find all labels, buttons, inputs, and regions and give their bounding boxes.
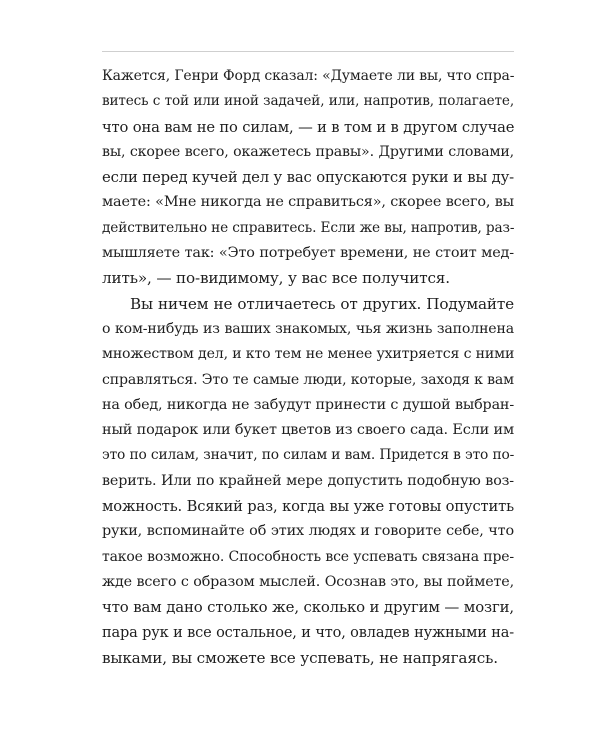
- text-line: лить», — по-видимому, у вас все получится.: [102, 269, 450, 288]
- text-line: пара рук и все остальное, и что, овладев нужными на-: [102, 624, 514, 641]
- text-line: Вы ничем не отличаетесь от других. Подумайте: [130, 294, 514, 313]
- text-line: руки, вспоминайте об этих людях и говорите себе, что: [102, 523, 514, 540]
- text-line: Кажется, Генри Форд сказал: «Думаете ли вы, что спра-: [102, 68, 515, 84]
- paragraph-1: [102, 64, 514, 292]
- text-line: жде всего с образом мыслей. Осознав это, вы поймете,: [102, 573, 514, 590]
- text-line: это по силам, значит, по силам и вам. Придется в это по-: [102, 447, 515, 464]
- text-line: витесь с той или иной задачей, или, напротив, полагаете,: [102, 93, 514, 110]
- text-line: мышляете так: «Это потребует времени, не стоит мед-: [102, 245, 514, 262]
- text-line: множеством дел, и кто тем не менее ухитряется с ними: [102, 346, 515, 363]
- text-line: такое возможно. Способность все успевать связана пре-: [102, 548, 514, 565]
- text-line: выками, вы сможете все успевать, не напрягаясь.: [102, 648, 498, 667]
- text-line: верить. Или по крайней мере допустить подобную воз-: [102, 472, 514, 489]
- text-line: на обед, никогда не забудут принести с душой выбран-: [102, 396, 514, 413]
- text-line: маете: «Мне никогда не справиться», скорее всего, вы: [102, 194, 514, 211]
- text-line: о ком-нибудь из ваших знакомых, чья жизнь заполнена: [102, 320, 514, 337]
- text-line: что вам дано столько же, сколько и другим — мозги,: [102, 598, 514, 617]
- text-line: вы, скорее всего, окажетесь правы». Другими словами,: [102, 143, 514, 160]
- text-line: можность. Всякий раз, когда вы уже готовы опустить: [102, 498, 514, 516]
- text-line: если перед кучей дел у вас опускаются руки и вы ду-: [102, 169, 515, 187]
- header-rule: [102, 51, 514, 52]
- paragraph-2: [102, 292, 514, 671]
- body-text: [102, 64, 514, 671]
- text-line: что она вам не по силам, — и в том и в другом случае: [102, 118, 515, 136]
- text-line: ный подарок или букет цветов из своего сада. Если им: [102, 422, 514, 439]
- text-line: действительно не справитесь. Если же вы, напротив, раз-: [102, 219, 515, 236]
- text-line: справляться. Это те самые люди, которые, заходя к вам: [102, 371, 514, 388]
